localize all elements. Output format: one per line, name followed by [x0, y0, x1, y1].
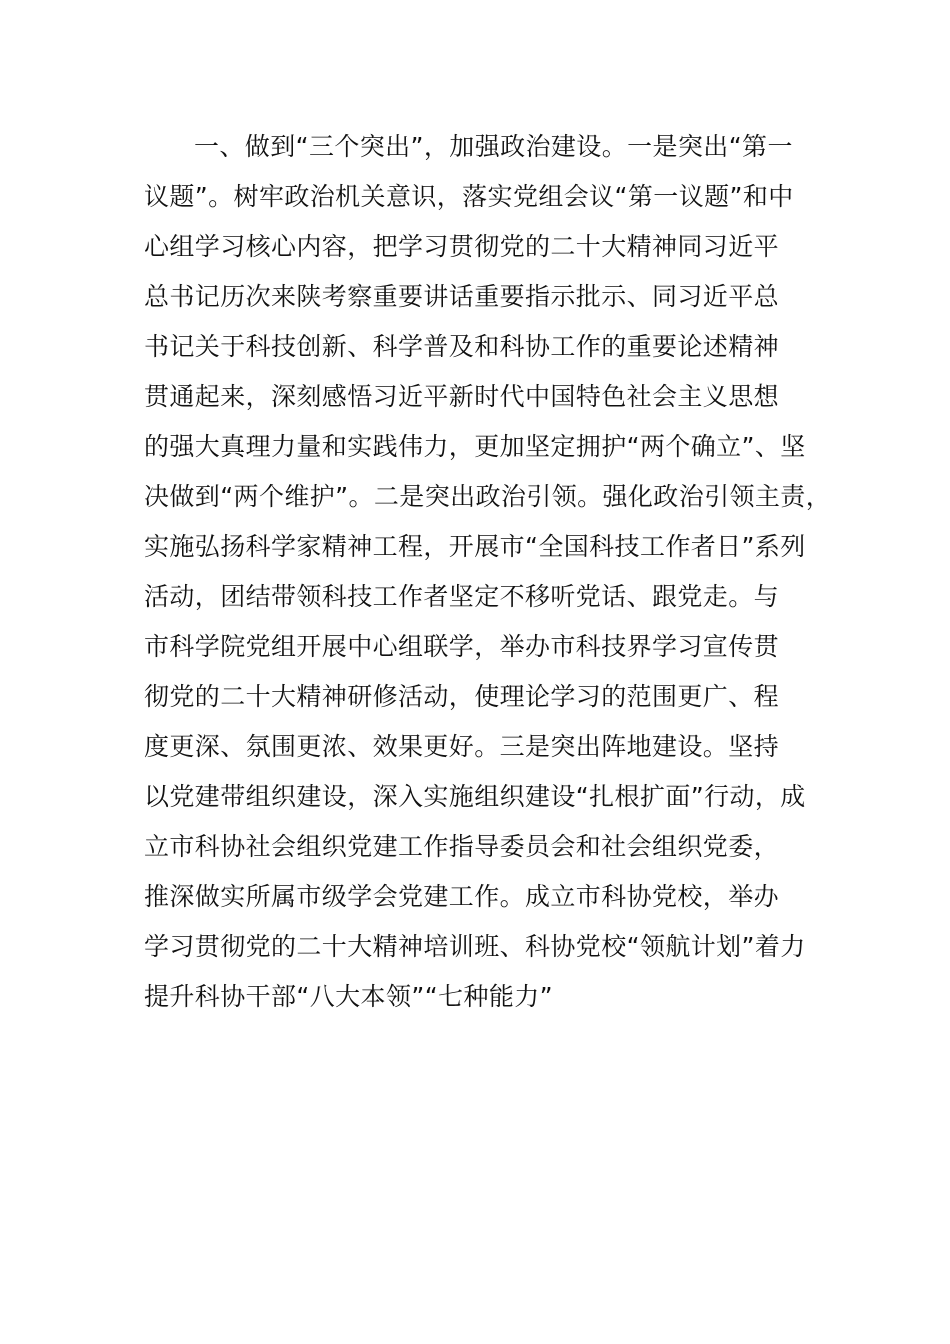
paragraph-line: 贯通起来，深刻感悟习近平新时代中国特色社会主义思想 [144, 382, 780, 411]
paragraph-line: 推深做实所属市级学会党建工作。成立市科协党校，举办 [144, 882, 780, 911]
paragraph-line: 提升科协干部“八大本领”“七种能力” [144, 982, 554, 1011]
paragraph-line: 度更深、氛围更浓、效果更好。三是突出阵地建设。坚持 [144, 732, 780, 761]
paragraph-line: 市科学院党组开展中心组联学，举办市科技界学习宣传贯 [144, 632, 780, 661]
paragraph-line: 立市科协社会组织党建工作指导委员会和社会组织党委， [144, 832, 780, 861]
paragraph-line: 以党建带组织建设，深入实施组织建设“扎根扩面”行动，成 [144, 782, 806, 811]
paragraph-line: 实施弘扬科学家精神工程，开展市“全国科技工作者日”系列 [144, 532, 806, 561]
body-paragraph [144, 122, 844, 1022]
paragraph-line: 的强大真理力量和实践伟力，更加坚定拥护“两个确立”、坚 [144, 432, 806, 461]
paragraph-line: 书记关于科技创新、科学普及和科协工作的重要论述精神 [144, 332, 780, 361]
paragraph-line: 彻党的二十大精神研修活动，使理论学习的范围更广、程 [144, 682, 780, 711]
paragraph-line: 总书记历次来陕考察重要讲话重要指示批示、同习近平总 [144, 282, 780, 311]
paragraph-line: 学习贯彻党的二十大精神培训班、科协党校“领航计划”着力 [144, 932, 806, 961]
paragraph-line: 活动，团结带领科技工作者坚定不移听党话、跟党走。与 [144, 582, 780, 611]
paragraph-line: 心组学习核心内容，把学习贯彻党的二十大精神同习近平 [144, 232, 780, 261]
paragraph-line: 决做到“两个维护”。二是突出政治引领。强化政治引领主责， [144, 482, 832, 511]
paragraph-line: 一、做到“三个突出”，加强政治建设。一是突出“第一 [194, 132, 793, 161]
paragraph-line: 议题”。树牢政治机关意识，落实党组会议“第一议题”和中 [144, 182, 794, 211]
